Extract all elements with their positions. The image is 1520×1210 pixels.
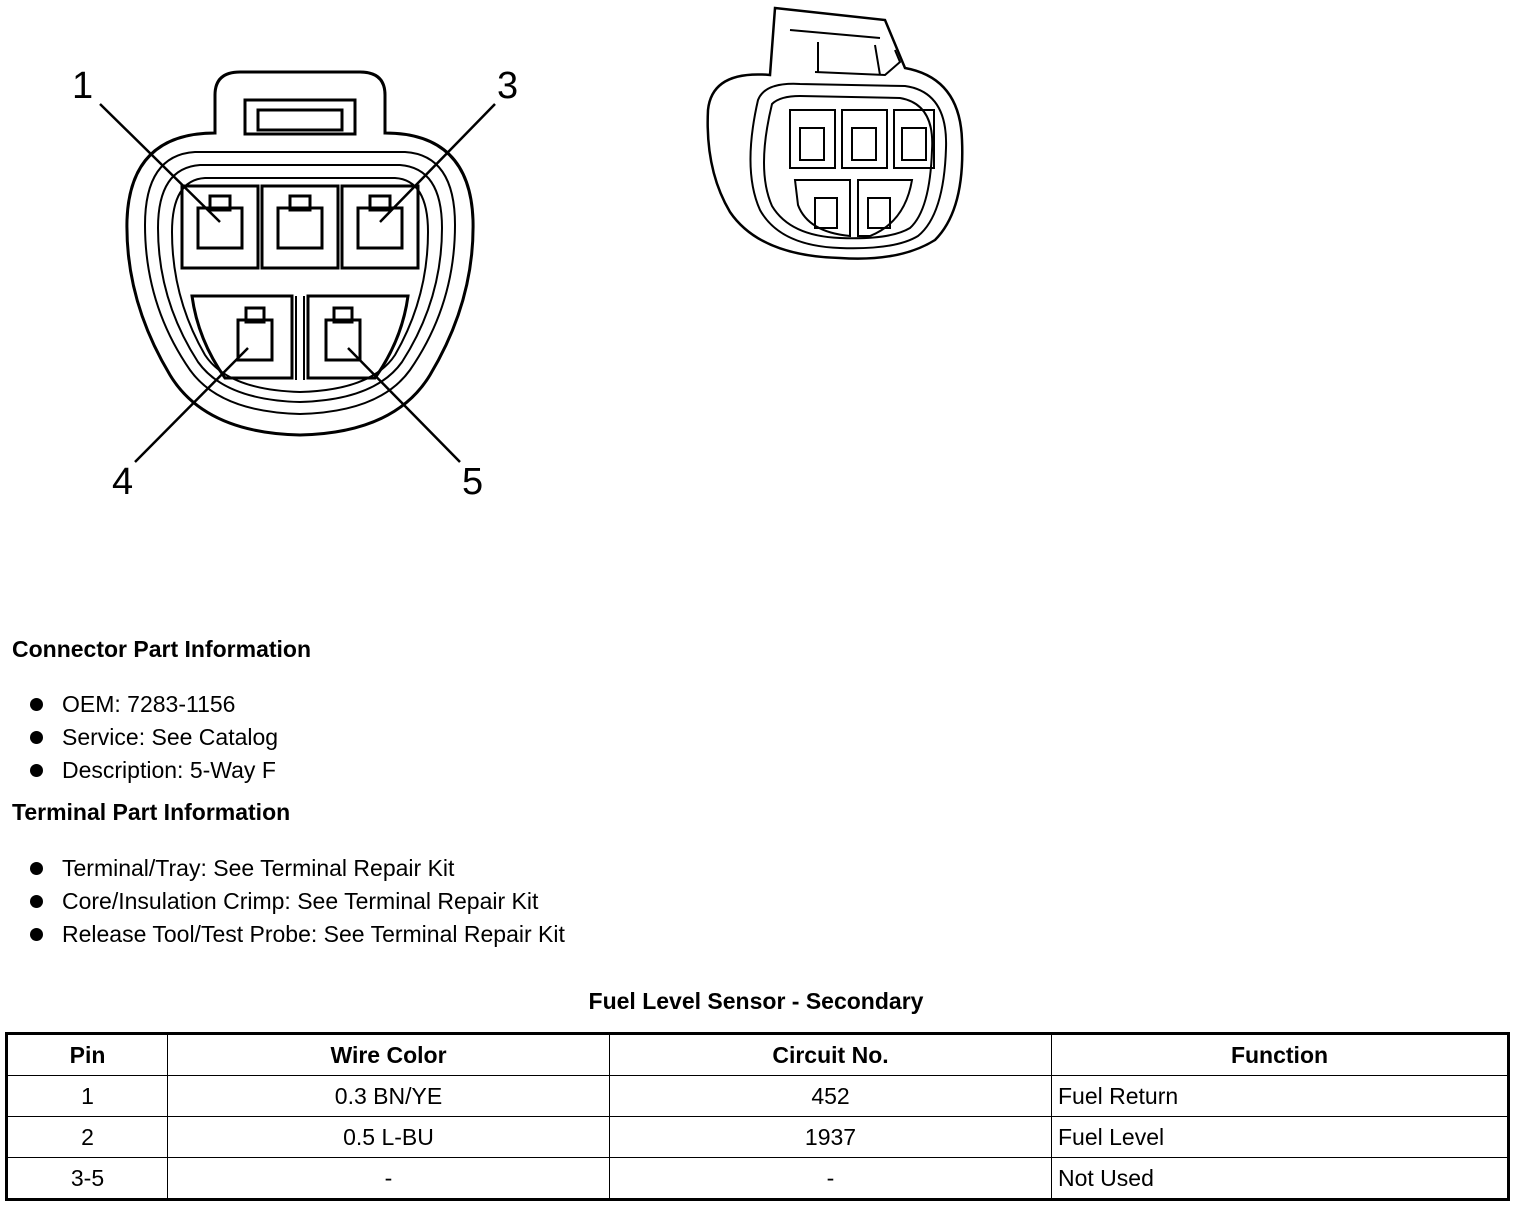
header-wire-color: Wire Color (168, 1034, 610, 1076)
pin-label-4: 4 (112, 461, 134, 503)
pin-label-5: 5 (462, 461, 484, 503)
cell-circuit-no: 452 (610, 1076, 1052, 1117)
cell-pin: 1 (7, 1076, 168, 1117)
list-item: Terminal/Tray: See Terminal Repair Kit (30, 852, 565, 885)
connector-housing-outline (127, 72, 473, 435)
cell-wire-color: - (168, 1158, 610, 1200)
table-row (7, 1117, 1509, 1158)
header-circuit-no: Circuit No. (610, 1034, 1052, 1076)
header-pin: Pin (7, 1034, 168, 1076)
list-item: Core/Insulation Crimp: See Terminal Repair Kit (30, 885, 565, 918)
bullet-icon (30, 698, 43, 711)
terminal-pin-2 (278, 196, 322, 248)
cell-wire-color: 0.3 BN/YE (168, 1076, 610, 1117)
table-row (7, 1076, 1509, 1117)
connector-info-heading: Connector Part Information (12, 636, 312, 662)
bullet-icon (30, 928, 43, 941)
list-item: Service: See Catalog (30, 721, 278, 754)
pin-label-3: 3 (497, 65, 519, 107)
pinout-table (5, 1032, 1510, 1201)
cell-circuit-no: 1937 (610, 1117, 1052, 1158)
list-item: Description: 5-Way F (30, 754, 278, 787)
cell-function: Fuel Level (1052, 1117, 1509, 1158)
cell-pin: 2 (7, 1117, 168, 1158)
cell-wire-color: 0.5 L-BU (168, 1117, 610, 1158)
pin-label-1: 1 (72, 65, 94, 107)
cell-function: Fuel Return (1052, 1076, 1509, 1117)
table-header-row (7, 1034, 1509, 1076)
table-title: Fuel Level Sensor - Secondary (588, 988, 924, 1014)
table-row (7, 1158, 1509, 1200)
terminal-info-heading: Terminal Part Information (12, 799, 291, 825)
header-function: Function (1052, 1034, 1509, 1076)
terminal-pin-5 (326, 308, 360, 360)
cell-pin: 3-5 (7, 1158, 168, 1200)
list-item: Release Tool/Test Probe: See Terminal Repair Kit (30, 918, 565, 951)
terminal-info-list (30, 852, 565, 951)
list-item: OEM: 7283-1156 (30, 688, 278, 721)
bullet-icon (30, 764, 43, 777)
bullet-icon (30, 731, 43, 744)
bullet-icon (30, 895, 43, 908)
cell-function: Not Used (1052, 1158, 1509, 1200)
bullet-icon (30, 862, 43, 875)
cell-circuit-no: - (610, 1158, 1052, 1200)
connector-info-list (30, 688, 278, 787)
connector-diagram (0, 0, 1000, 510)
